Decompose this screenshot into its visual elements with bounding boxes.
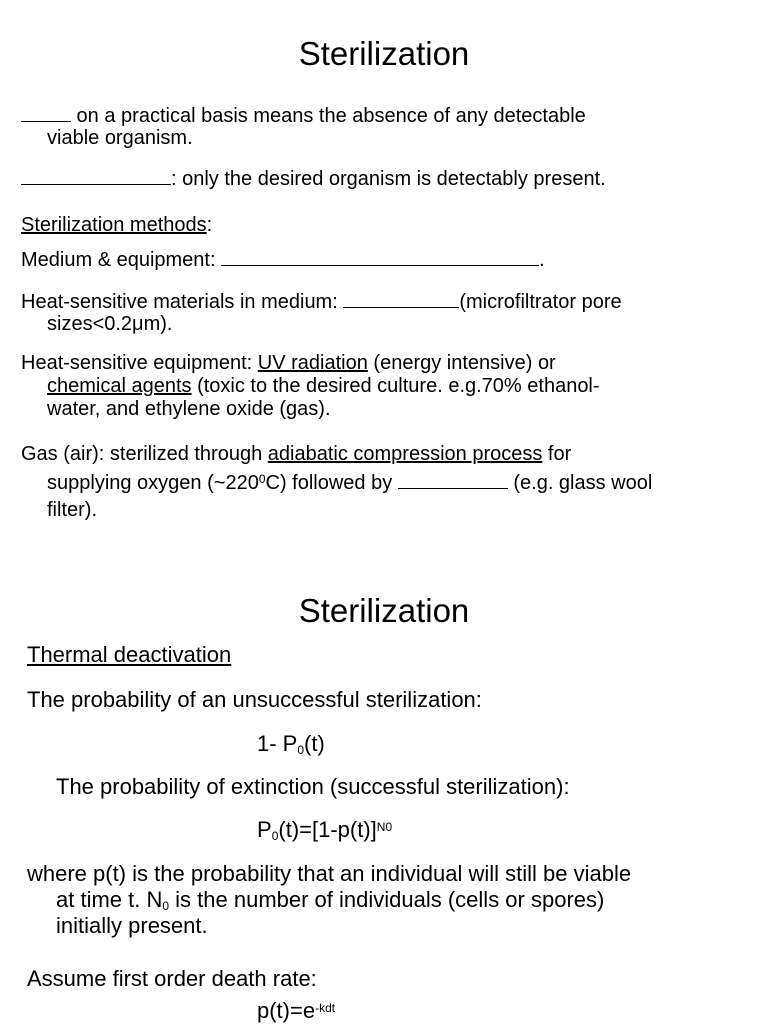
where-line-1: where p(t) is the probability that an individual will still be viable [27,861,632,886]
blank-sterility [21,104,71,122]
thermal-heading: Thermal deactivation [27,642,232,667]
sterility-definition-cont: viable organism. [47,127,193,149]
chemical-agents-line: chemical agents (toxic to the desired culture. e.g.70% ethanol- [47,375,600,397]
formula-3: $p(t)=e^{-kdt}$ [257,998,336,1023]
formula-2: $P_0(t)=[1-p(t)]^{N0}$ [257,817,393,843]
heat-equipment-line: Heat-sensitive equipment: UV radiation (energy intensive) or [21,352,556,374]
asepsis-definition: : only the desired organism is detectably present. [21,167,606,191]
blank-asepsis [21,167,171,185]
slide-1-title: Sterilization [298,35,470,72]
blank-filtration [343,290,459,308]
slide-2-title: Sterilization [298,592,470,629]
heat-materials-cont: sizes<0.2μm). [47,313,173,335]
gas-line: Gas (air): sterilized through adiabatic compression process for [21,443,572,465]
gas-line-end: filter). [47,499,97,521]
prob-unsuccessful: The probability of an unsuccessful sterilization: [27,687,482,712]
formula-1: 1- $P_0(t)$ [257,731,325,757]
medium-equipment-line: Medium & equipment: . [21,249,545,271]
sterility-definition: on a practical basis means the absence of any detectable [21,104,586,128]
slide-2 [0,560,768,1024]
heat-materials-line: Heat-sensitive materials in medium: (microfiltrator pore [21,291,622,313]
where-line-2: at time t. $N_0$ is the number of individuals (cells or spores) [56,887,605,913]
where-line-3: initially present. [56,913,208,938]
blank-gas-filter [398,471,508,489]
prob-extinction: The probability of extinction (successful sterilization): [56,774,570,799]
assume-line: Assume first order death rate: [27,966,317,991]
blank-medium [221,248,539,266]
methods-heading: Sterilization methods: [21,214,213,236]
gas-line-cont: supplying oxygen $(\sim 220^0C)$ followed by (e.g. glass wool [47,472,653,494]
chemical-agents-cont: water, and ethylene oxide (gas). [47,398,331,420]
